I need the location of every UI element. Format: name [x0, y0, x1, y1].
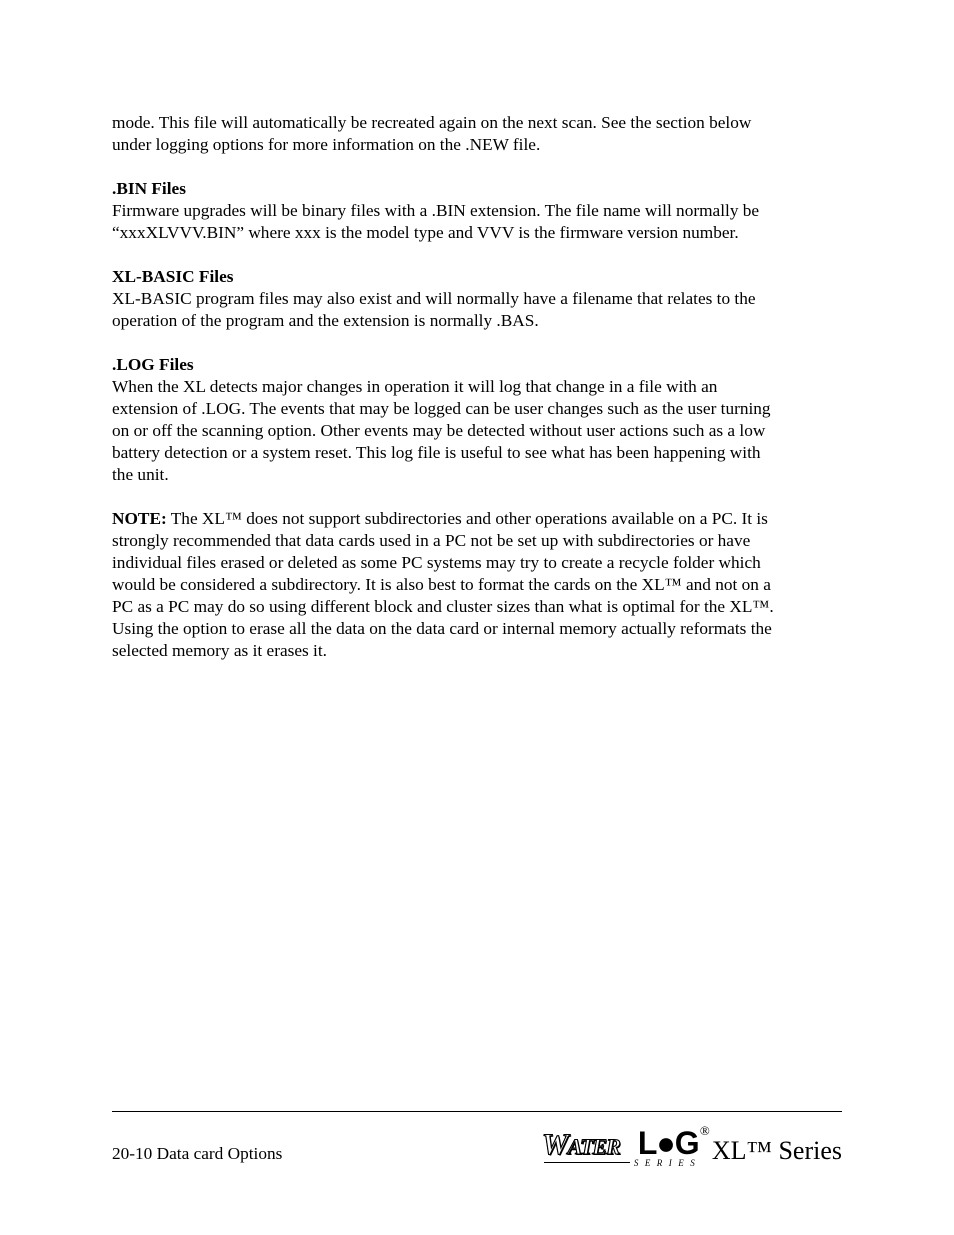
note-paragraph	[112, 508, 842, 662]
log-line-5: the unit.	[112, 465, 169, 484]
note-line-4: would be considered a subdirectory. It is also best to format the cards on the XL™ and not on a	[112, 575, 771, 594]
log-line-1: When the XL detects major changes in operation it will log that change in a file with an	[112, 377, 718, 396]
footer-page-label: 20-10 Data card Options	[112, 1144, 283, 1163]
basic-line-1: XL-BASIC program files may also exist and will normally have a filename that relates to the	[112, 289, 756, 308]
note-line-5: PC as a PC may do so using different block and cluster sizes than what is optimal for the XL™.	[112, 597, 774, 616]
footer-divider	[112, 1111, 842, 1112]
intro-line-1: mode. This file will automatically be recreated again on the next scan. See the section below	[112, 113, 752, 132]
note-line-2: strongly recommended that data cards used in a PC not be set up with subdirectories or have	[112, 531, 751, 550]
footer-series-title: XL™ Series	[711, 1136, 842, 1165]
note-line-3: individual files erased or deleted as some PC systems may try to create a recycle folder which	[112, 553, 761, 572]
logo-water-initial: W	[541, 1128, 568, 1161]
body-text	[112, 112, 842, 684]
log-line-2: extension of .LOG. The events that may be logged can be user changes such as the user turning	[112, 399, 771, 418]
logo-series-text: SERIES	[633, 1158, 702, 1168]
note-line-6: Using the option to erase all the data on the data card or internal memory actually reformats the	[112, 619, 772, 638]
note-line-7: selected memory as it erases it.	[112, 641, 327, 660]
logo-log-text: L●G	[637, 1125, 699, 1161]
logo-water-text	[542, 1128, 620, 1164]
registered-mark: ®	[699, 1123, 710, 1138]
logo-water-rest: ATER	[567, 1134, 620, 1159]
log-files-section	[112, 354, 842, 486]
basic-line-2: operation of the program and the extension is normally .BAS.	[112, 311, 539, 330]
intro-line-2: under logging options for more information on the .NEW file.	[112, 135, 541, 154]
intro-paragraph	[112, 112, 842, 156]
bin-line-2: “xxxXLVVV.BIN” where xxx is the model type and VVV is the firmware version number.	[112, 223, 739, 242]
note-line-1	[112, 508, 842, 530]
note-line-1-text: The XL™ does not support subdirectories and other operations available on a PC. It is	[166, 509, 768, 528]
logo-underline	[544, 1162, 630, 1163]
log-line-4: battery detection or a system reset. This log file is useful to see what has been happening with	[112, 443, 761, 462]
waterlog-logo	[541, 1123, 712, 1172]
bin-files-section	[112, 178, 842, 244]
log-files-heading: .LOG Files	[112, 355, 194, 374]
note-label: NOTE:	[112, 509, 167, 528]
footer-brand	[541, 1123, 842, 1172]
bin-files-heading: .BIN Files	[112, 179, 186, 198]
log-line-3: on or off the scanning option. Other events may be detected without user actions such as a low	[112, 421, 766, 440]
xl-basic-files-section	[112, 266, 842, 332]
xl-basic-files-heading: XL-BASIC Files	[112, 267, 234, 286]
bin-line-1: Firmware upgrades will be binary files with a .BIN extension. The file name will normally be	[112, 201, 760, 220]
